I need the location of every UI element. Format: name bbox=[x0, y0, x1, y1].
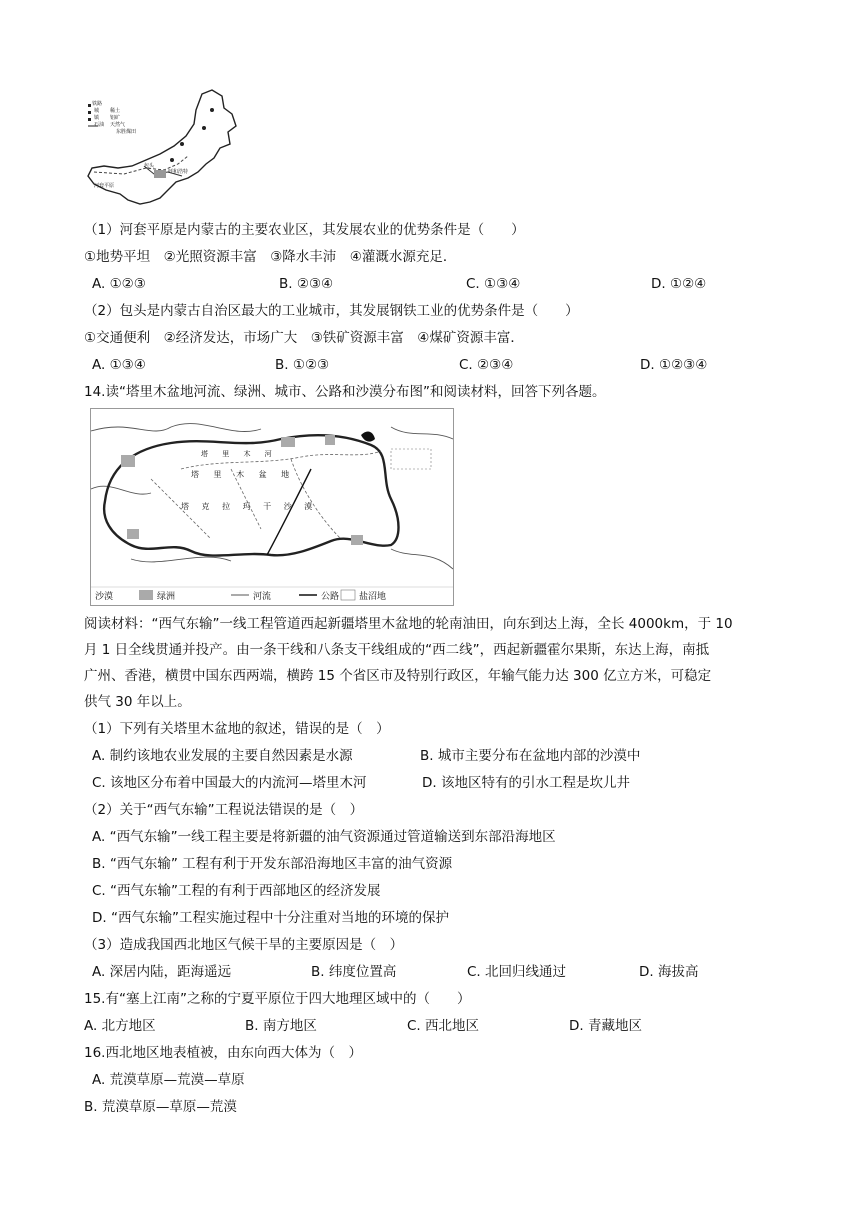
q14-reading-line-2: 月 1 日全线贯通并投产。由一条干线和八条支干线组成的“西二线”，西起新疆霍尔果斯，东达上海，南抵 bbox=[84, 642, 710, 658]
map1-legend-oil: 石油 bbox=[94, 122, 105, 128]
map1-label-hohhot: 呼和浩特 bbox=[168, 169, 189, 175]
q16-option-a[interactable]: A. 荒漠草原—荒漠—草原 bbox=[92, 1072, 245, 1088]
q14-2-option-b[interactable]: B. “西气东输” 工程有利于开发东部沿海地区丰富的油气资源 bbox=[92, 856, 453, 872]
q14-3-option-d[interactable]: D. 海拔高 bbox=[639, 964, 699, 980]
q14-3-option-c[interactable]: C. 北回归线通过 bbox=[467, 964, 567, 980]
q13-1-option-b[interactable]: B. ②③④ bbox=[279, 276, 334, 292]
q14-2-option-a[interactable]: A. “西气东输”一线工程主要是将新疆的油气资源通过管道输送到东部沿海地区 bbox=[92, 829, 556, 845]
map2-legend-oasis: 绿洲 bbox=[157, 592, 176, 602]
q14-2-option-c[interactable]: C. “西气东输”工程的有利于西部地区的经济发展 bbox=[92, 883, 381, 899]
map1-legend-aluminum: 铝矿 bbox=[110, 115, 121, 121]
q14-2-option-d[interactable]: D. “西气东输”工程实施过程中十分注重对当地的环境的保护 bbox=[92, 910, 449, 926]
q13-2-option-b[interactable]: B. ①②③ bbox=[275, 357, 330, 373]
q14-3-stem: （3）造成我国西北地区气候干旱的主要原因是（ ） bbox=[84, 937, 404, 953]
q14-1-option-b[interactable]: B. 城市主要分布在盆地内部的沙漠中 bbox=[420, 748, 641, 764]
q13-2-stem: （2）包头是内蒙古自治区最大的工业城市，其发展钢铁工业的优势条件是（ ） bbox=[84, 303, 579, 319]
map1-legend-city: 城 bbox=[94, 108, 100, 114]
q14-1-option-d[interactable]: D. 该地区特有的引水工程是坎儿井 bbox=[422, 775, 630, 791]
tarim-basin-map bbox=[90, 408, 454, 606]
q14-reading-line-1: 阅读材料：“西气东输”一线工程管道西起新疆塔里木盆地的轮南油田，向东到达上海，全长 4000km，于 10 bbox=[84, 616, 733, 632]
map1-legend-rare-earth: 稀土 bbox=[110, 108, 121, 114]
q14-title: 14.读“塔里木盆地河流、绿洲、城市、公路和沙漠分布图”和阅读材料，回答下列各题。 bbox=[84, 384, 606, 400]
map1-legend-coalfield: 东胜煤田 bbox=[116, 129, 137, 135]
q16-stem: 16.西北地区地表植被，由东向西大体为（ ） bbox=[84, 1045, 362, 1061]
q13-1-stem: （1）河套平原是内蒙古的主要农业区，其发展农业的优势条件是（ ） bbox=[84, 222, 525, 238]
q15-option-d[interactable]: D. 青藏地区 bbox=[569, 1018, 642, 1034]
q13-2-option-a[interactable]: A. ①③④ bbox=[92, 357, 146, 373]
map1-legend-gas: 天然气 bbox=[110, 122, 126, 128]
q14-reading-line-3: 广州、香港，横贯中国东西两端，横跨 15 个省区市及特别行政区，年输气能力达 300 亿立方米，可稳定 bbox=[84, 668, 712, 684]
inner-mongolia-map bbox=[84, 86, 242, 206]
q16-option-b[interactable]: B. 荒漠草原—草原—荒漠 bbox=[84, 1099, 237, 1115]
q13-2-items: ①交通便利 ②经济发达，市场广大 ③铁矿资源丰富 ④煤矿资源丰富． bbox=[84, 330, 524, 346]
map2-legend-desert: 沙漠 bbox=[95, 592, 114, 602]
q13-1-option-a[interactable]: A. ①②③ bbox=[92, 276, 146, 292]
q14-1-option-c[interactable]: C. 该地区分布着中国最大的内流河—塔里木河 bbox=[92, 775, 367, 791]
map2-basin-label: 塔 里 木 盆 地 bbox=[191, 470, 296, 479]
q14-reading-line-4: 供气 30 年以上。 bbox=[84, 694, 191, 710]
q13-1-option-c[interactable]: C. ①③④ bbox=[466, 276, 521, 292]
map1-legend-railway: 铁路 bbox=[92, 101, 103, 107]
q15-option-b[interactable]: B. 南方地区 bbox=[245, 1018, 317, 1034]
map1-legend-town: 镇 bbox=[94, 115, 100, 121]
q14-1-option-a[interactable]: A. 制约该地农业发展的主要自然因素是水源 bbox=[92, 748, 353, 764]
map2-river-label: 塔 里 木 河 bbox=[201, 450, 278, 458]
map2-legend-salt-marsh: 盐沼地 bbox=[359, 592, 387, 602]
q14-3-option-a[interactable]: A. 深居内陆，距海遥远 bbox=[92, 964, 232, 980]
q13-1-items: ①地势平坦 ②光照资源丰富 ③降水丰沛 ④灌溉水源充足． bbox=[84, 249, 457, 265]
map2-desert-label: 塔 克 拉 玛 干 沙 漠 bbox=[181, 502, 318, 511]
map2-legend-road: 公路 bbox=[321, 592, 340, 602]
q14-3-option-b[interactable]: B. 纬度位置高 bbox=[311, 964, 397, 980]
q13-2-option-c[interactable]: C. ②③④ bbox=[459, 357, 514, 373]
map2-legend-river: 河流 bbox=[253, 592, 272, 602]
q14-2-stem: （2）关于“西气东输”工程说法错误的是（ ） bbox=[84, 802, 364, 818]
q15-option-c[interactable]: C. 西北地区 bbox=[407, 1018, 480, 1034]
q13-2-option-d[interactable]: D. ①②③④ bbox=[640, 357, 708, 373]
q15-option-a[interactable]: A. 北方地区 bbox=[84, 1018, 156, 1034]
q14-1-stem: （1）下列有关塔里木盆地的叙述，错误的是（ ） bbox=[84, 721, 390, 737]
map1-label-hetao: 河套平原 bbox=[94, 183, 115, 189]
map1-label-baotou: 包头 bbox=[144, 163, 155, 169]
q13-1-option-d[interactable]: D. ①②④ bbox=[651, 276, 707, 292]
q15-stem: 15.有“塞上江南”之称的宁夏平原位于四大地理区域中的（ ） bbox=[84, 991, 471, 1007]
